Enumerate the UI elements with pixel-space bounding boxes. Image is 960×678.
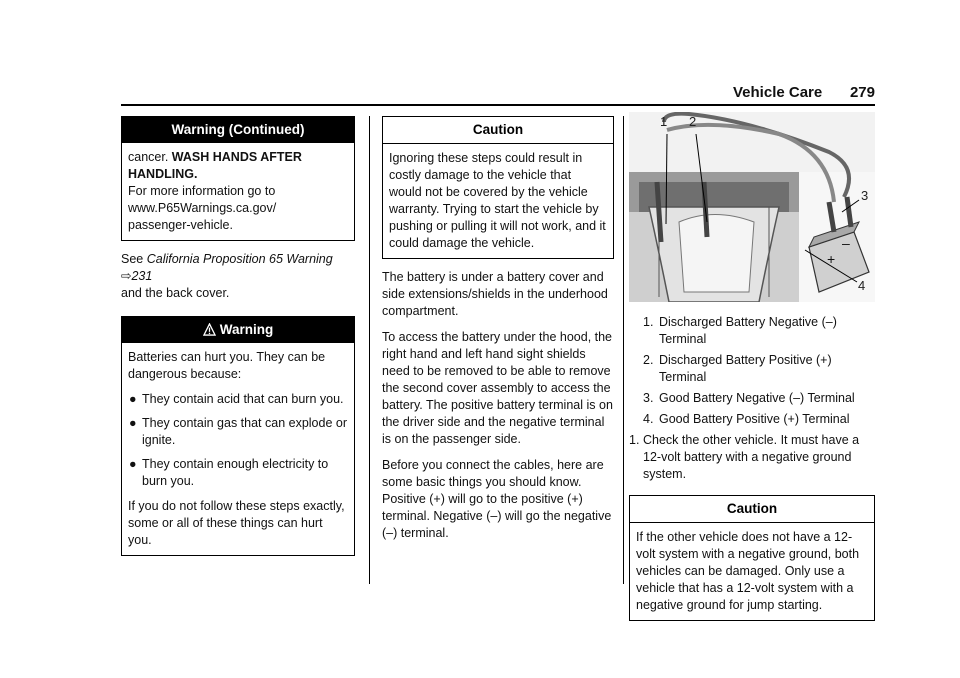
negative-ground-caution-body <box>630 523 874 620</box>
caution-title: Caution <box>383 117 613 144</box>
page-header <box>733 84 875 104</box>
callout-4: 4 <box>858 278 866 293</box>
list-item-text: They contain enough electricity to burn you. <box>142 457 329 488</box>
column-1 <box>121 116 355 556</box>
caution-body <box>383 144 613 258</box>
warning-continued-body <box>122 143 354 240</box>
list-item <box>629 411 875 428</box>
battery-warning-box <box>121 316 355 556</box>
list-item <box>629 314 875 348</box>
figure-plus-sign: + <box>827 251 836 267</box>
battery-warning-header <box>122 317 354 343</box>
figure-legend <box>629 314 875 428</box>
battery-access-paragraph: To access the battery under the hood, the right hand and left hand sight shields need to be removed to be able to remove the second cover assembly to access the battery. The positive battery terminal is on the driver side and the negative terminal is on the passenger side. <box>382 330 613 446</box>
bullet-icon: ● <box>129 416 137 430</box>
list-item <box>128 456 348 490</box>
legend-text: Discharged Battery Negative (–) Terminal <box>659 315 837 346</box>
legend-number: 4. <box>643 412 654 426</box>
warning-continued-title: Warning (Continued) <box>122 117 354 143</box>
warning-continued-url[interactable]: www.P65Warnings.ca.gov/ <box>128 201 277 215</box>
legend-number: 2. <box>643 353 654 367</box>
legend-text: Good Battery Positive (+) Terminal <box>659 412 850 426</box>
engine-bay-illustration <box>629 112 875 302</box>
list-item <box>128 415 348 449</box>
column-3 <box>629 314 875 621</box>
legend-number: 1. <box>643 315 654 329</box>
battery-location-paragraph: The battery is under a battery cover and side extensions/shields in the underhood compartment. <box>382 270 608 318</box>
list-item <box>629 352 875 386</box>
caution-text: Ignoring these steps could result in costly damage to the vehicle that would not be covered by the vehicle warranty. Trying to start the vehicle by pushing or pulling it will not work, and it could damage the vehicle. <box>389 151 606 250</box>
warning-continued-box <box>121 116 355 241</box>
legend-text: Good Battery Negative (–) Terminal <box>659 391 855 405</box>
battery-hazard-list <box>128 391 348 490</box>
callout-2: 2 <box>689 114 697 129</box>
section-title: Vehicle Care <box>733 84 823 101</box>
step-text: Check the other vehicle. It must have a 12-volt battery with a negative ground system. <box>643 433 860 481</box>
page-number: 279 <box>849 84 875 101</box>
list-item-text: They contain gas that can explode or ignite. <box>142 416 347 447</box>
caution-box <box>382 116 614 259</box>
header-rule <box>121 104 875 106</box>
column-divider-1 <box>369 116 370 584</box>
negative-ground-caution-title: Caution <box>630 496 874 523</box>
figure-minus-sign: – <box>842 235 850 251</box>
list-item <box>629 390 875 407</box>
legend-number: 3. <box>643 391 654 405</box>
column-divider-2 <box>623 116 624 584</box>
battery-warning-outro: If you do not follow these steps exactly, some or all of these things can hurt you. <box>128 499 345 547</box>
callout-3: 3 <box>861 188 869 203</box>
wash-hands-notice: WASH HANDS AFTER HANDLING. <box>128 150 302 181</box>
bullet-icon: ● <box>129 392 137 406</box>
battery-warning-body <box>122 343 354 555</box>
see-prefix: See <box>121 252 147 266</box>
warning-triangle-icon <box>203 319 216 345</box>
battery-warning-intro: Batteries can hurt you. They can be dangerous because: <box>128 350 326 381</box>
step-number: 1. <box>629 433 640 447</box>
jump-start-figure <box>629 112 875 302</box>
see-reference <box>121 251 355 302</box>
bullet-icon: ● <box>129 457 137 471</box>
warning-continued-url-tail[interactable]: passenger-vehicle. <box>128 218 233 232</box>
prop65-link[interactable]: California Proposition 65 Warning <box>146 252 333 266</box>
negative-ground-caution-text: If the other vehicle does not have a 12-volt system with a negative ground, both vehicles can be damaged. Only use a vehicle that has a 12-volt system with a negative ground for jump starting. <box>636 530 860 612</box>
page-ref-number[interactable]: 231 <box>131 269 153 283</box>
warning-continued-line1-pre: cancer. <box>128 150 172 164</box>
battery-warning-title: Warning <box>219 322 274 337</box>
column-2 <box>382 116 614 551</box>
legend-text: Discharged Battery Positive (+) Terminal <box>659 353 832 384</box>
page-ref-arrow-icon: ⇨ <box>121 269 132 283</box>
list-item-text: They contain acid that can burn you. <box>142 392 344 406</box>
warning-continued-line2: For more information go to <box>128 184 276 198</box>
negative-ground-caution-box <box>629 495 875 621</box>
step-1 <box>629 432 875 483</box>
callout-1: 1 <box>660 114 668 129</box>
see-suffix: and the back cover. <box>121 286 230 300</box>
list-item <box>128 391 348 408</box>
cable-basics-paragraph: Before you connect the cables, here are some basic things you should know. Positive (+) will go to the positive (+) terminal. Negative (–) will go the negative (–) terminal. <box>382 458 612 540</box>
